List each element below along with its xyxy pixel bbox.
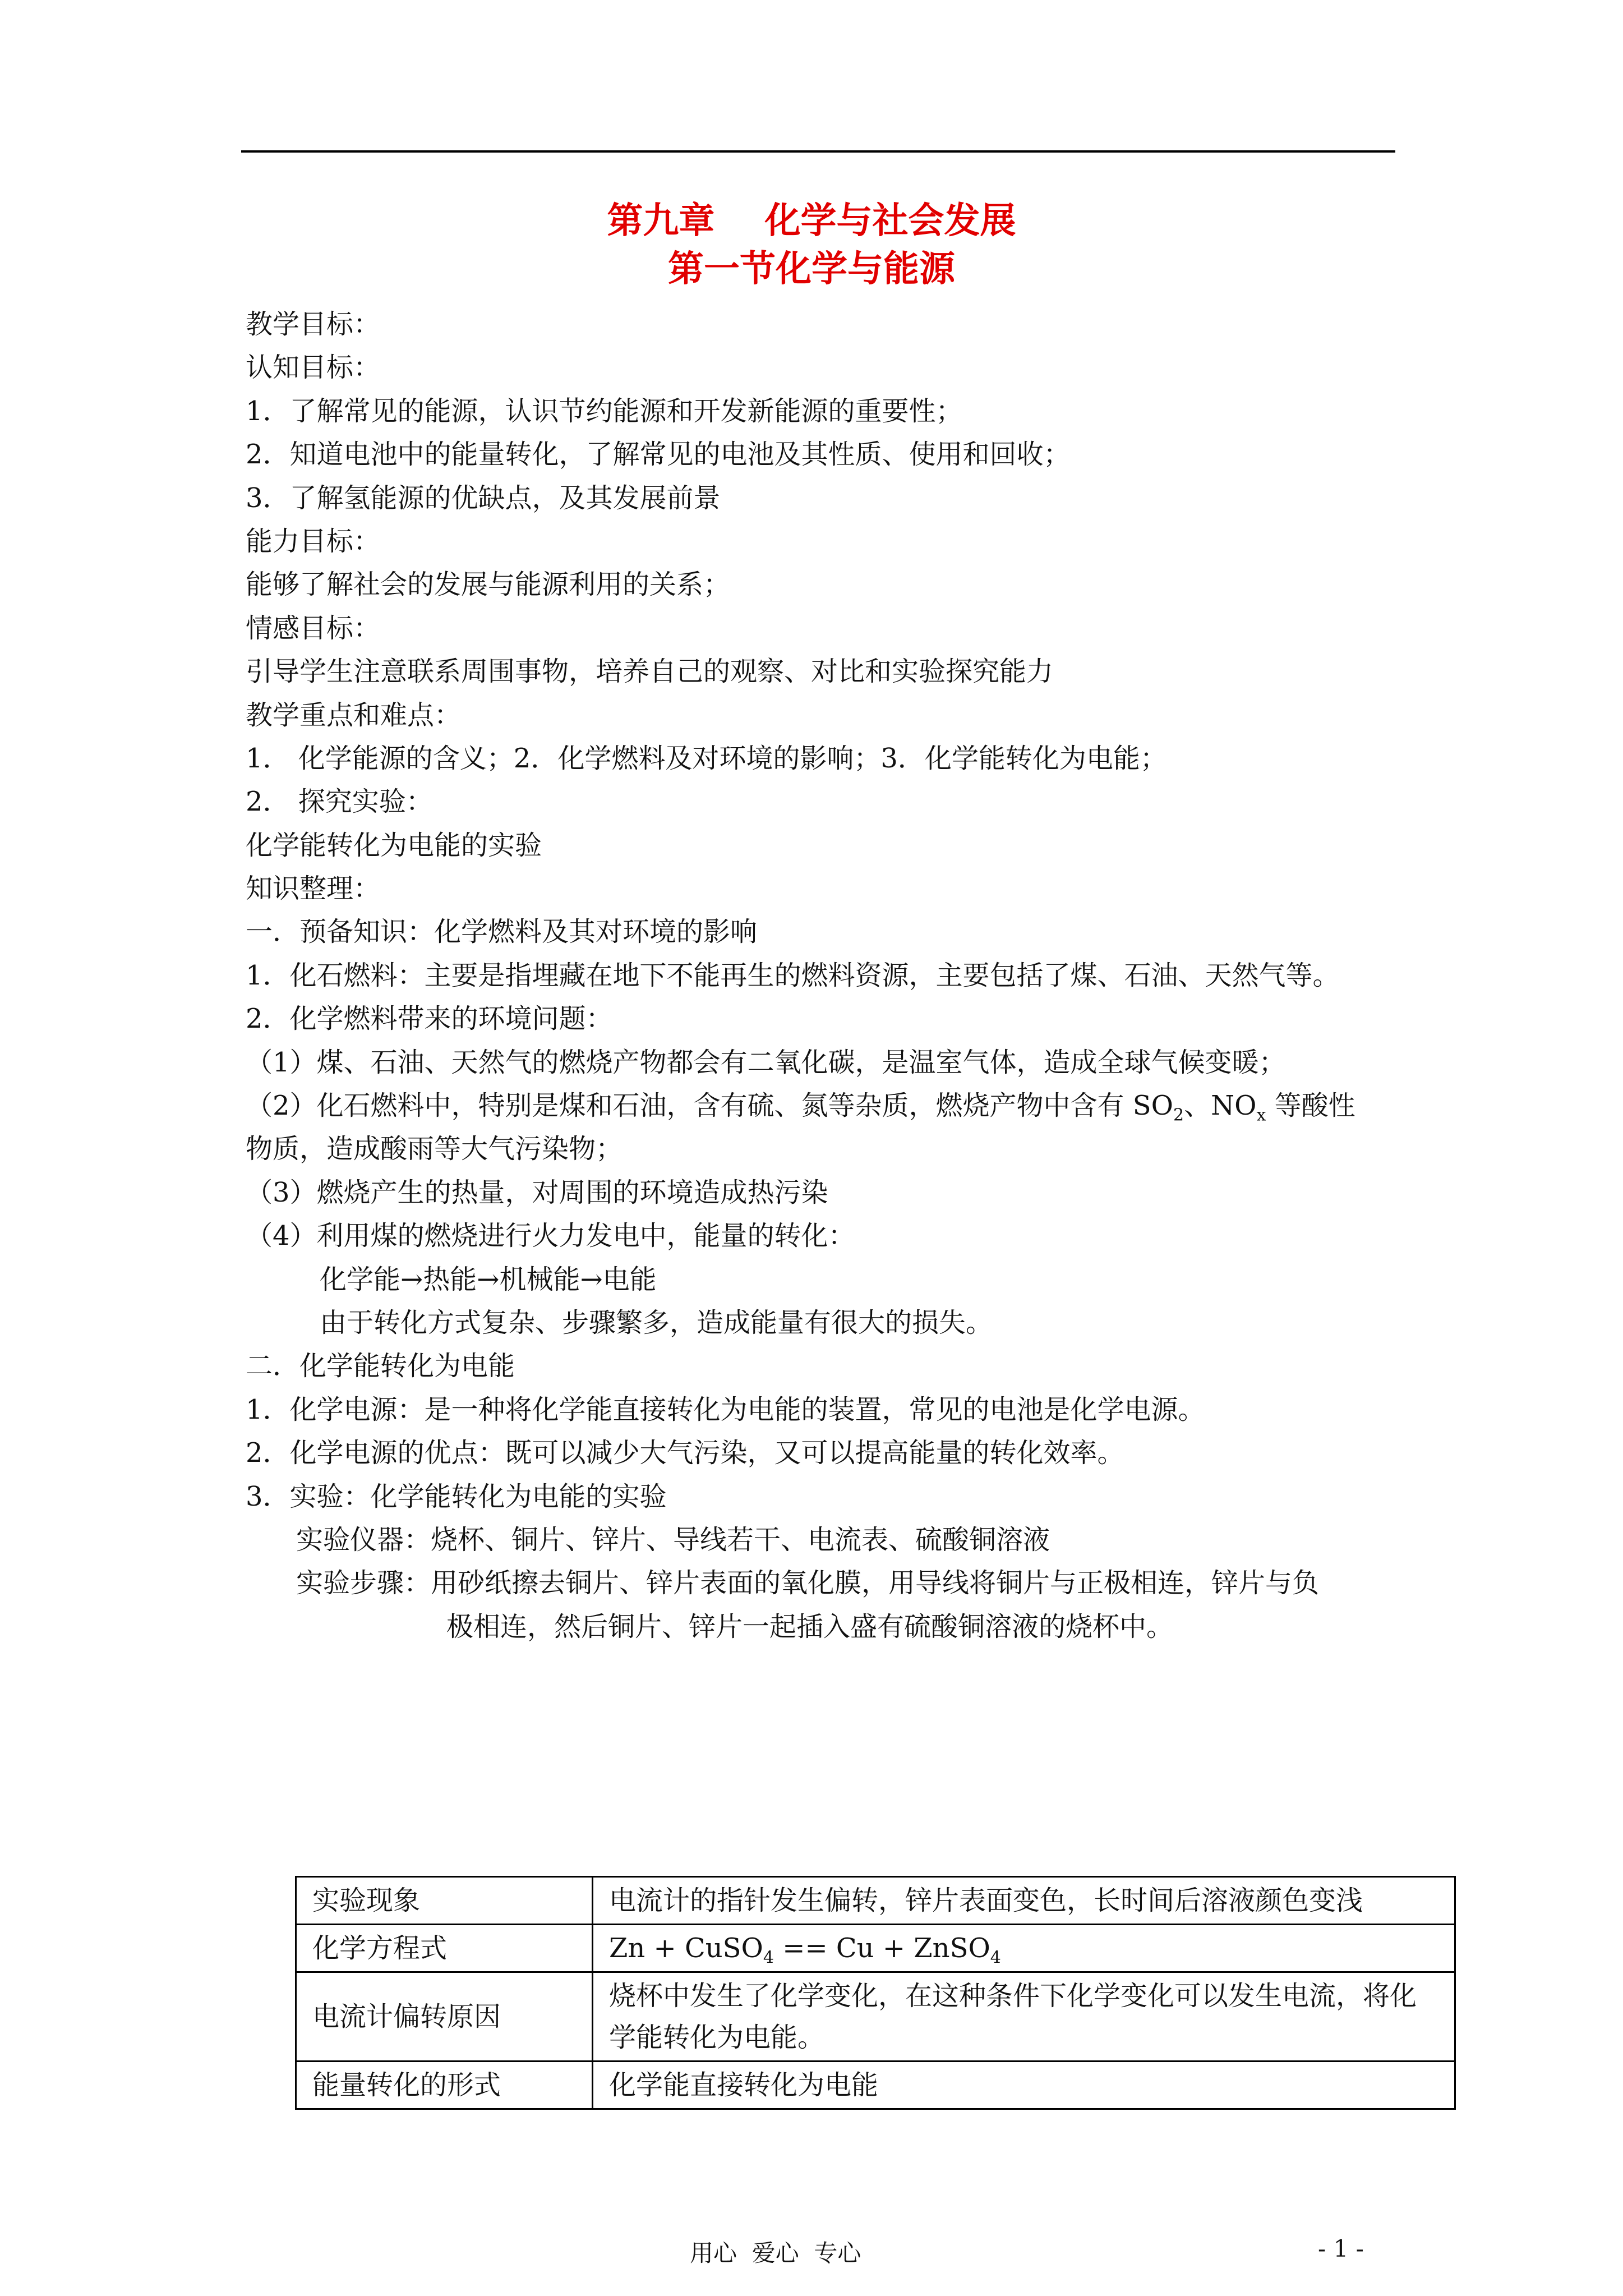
- energy-chain: 化学能→热能→机械能→电能: [320, 1263, 657, 1295]
- problem-item: （2）化石燃料中，特别是煤和石油，含有硫、氮等杂质，燃烧产物中含有 $SO_2$、$NO_x$ 等酸性: [246, 1090, 1355, 1125]
- knowledge-heading: 知识整理：: [246, 873, 381, 905]
- cognitive-heading: 认知目标：: [246, 352, 381, 384]
- section-two-item: 1．化学电源：是一种将化学能直接转化为电能的装置，常见的电池是化学电源。: [246, 1393, 1205, 1425]
- cognitive-item: 3．了解氢能源的优缺点，及其发展前景: [246, 482, 721, 514]
- problem-item: （4）利用煤的燃烧进行火力发电中，能量的转化：: [246, 1220, 855, 1252]
- table-cell-label: 化学方程式: [296, 1925, 593, 1972]
- ability-item: 能够了解社会的发展与能源利用的关系；: [246, 569, 731, 601]
- emotion-item: 引导学生注意联系周围事物，培养自己的观察、对比和实验探究能力: [246, 656, 1054, 688]
- section-title: 第一节化学与能源: [668, 248, 955, 290]
- key-point: 2． 探究实验：: [246, 786, 433, 818]
- experiment-table: [295, 1876, 1456, 2110]
- goals-heading: 教学目标：: [246, 309, 381, 340]
- key-point: 1． 化学能源的含义；2．化学燃料及对环境的影响；3．化学能转化为电能；: [246, 742, 1167, 774]
- table-row: [296, 1972, 1455, 2062]
- section-two-item: 2．化学电源的优点：既可以减少大气污染，又可以提高能量的转化效率。: [246, 1437, 1124, 1469]
- emotion-heading: 情感目标：: [246, 612, 381, 644]
- document-body: [246, 303, 1395, 1649]
- experiment-steps-continued: 极相连，然后铜片、锌片一起插入盛有硫酸铜溶液的烧杯中。: [446, 1611, 1174, 1642]
- energy-loss-note: 由于转化方式复杂、步骤繁多，造成能量有很大的损失。: [320, 1306, 993, 1338]
- table-cell-label: 能量转化的形式: [296, 2062, 593, 2109]
- table-row: [296, 2062, 1455, 2109]
- key-points-heading: 教学重点和难点：: [246, 699, 462, 731]
- section-two-heading: 二．化学能转化为电能: [246, 1350, 515, 1382]
- problem-item: （3）燃烧产生的热量，对周围的环境造成热污染: [246, 1176, 828, 1208]
- experiment-steps: 实验步骤：用砂纸擦去铜片、锌片表面的氧化膜，用导线将铜片与正极相连，锌片与负: [296, 1567, 1320, 1599]
- section-one-item: 1．化石燃料：主要是指埋藏在地下不能再生的燃料资源，主要包括了煤、石油、天然气等。: [246, 959, 1340, 991]
- page-number: - 1 -: [1318, 2235, 1364, 2262]
- table-cell-value: 电流计的指针发生偏转，锌片表面变色，长时间后溶液颜色变浅: [593, 1877, 1455, 1925]
- chemical-equation: Zn + CuSO$_4$ == Cu + ZnSO$_4$: [593, 1925, 1455, 1972]
- key-point: 化学能转化为电能的实验: [246, 829, 542, 861]
- chapter-title: 第九章 化学与社会发展: [607, 200, 1016, 242]
- table-cell-value: 烧杯中发生了化学变化，在这种条件下化学变化可以发生电流，将化学能转化为电能。: [593, 1972, 1455, 2062]
- footer-motto: 用心 爱心 专心: [690, 2239, 861, 2267]
- table-cell-value: 化学能直接转化为电能: [593, 2062, 1455, 2109]
- section-two-item: 3．实验：化学能转化为电能的实验: [246, 1480, 667, 1512]
- experiment-instruments: 实验仪器：烧杯、铜片、锌片、导线若干、电流表、硫酸铜溶液: [296, 1524, 1050, 1556]
- cognitive-item: 2．知道电池中的能量转化，了解常见的电池及其性质、使用和回收；: [246, 439, 1071, 471]
- table-cell-label: 实验现象: [296, 1877, 593, 1925]
- table-row: [296, 1877, 1455, 1925]
- table-row: [296, 1925, 1455, 1972]
- problem-item-continued: 物质，造成酸雨等大气污染物；: [246, 1133, 623, 1165]
- section-one-item: 2．化学燃料带来的环境问题：: [246, 1003, 613, 1035]
- table-cell-label: 电流计偏转原因: [296, 1972, 593, 2062]
- section-one-heading: 一．预备知识：化学燃料及其对环境的影响: [246, 916, 758, 948]
- header-rule: [241, 150, 1395, 153]
- ability-heading: 能力目标：: [246, 525, 381, 557]
- cognitive-item: 1．了解常见的能源，认识节约能源和开发新能源的重要性；: [246, 395, 963, 427]
- problem-item: （1）煤、石油、天然气的燃烧产物都会有二氧化碳，是温室气体，造成全球气候变暖；: [246, 1046, 1286, 1078]
